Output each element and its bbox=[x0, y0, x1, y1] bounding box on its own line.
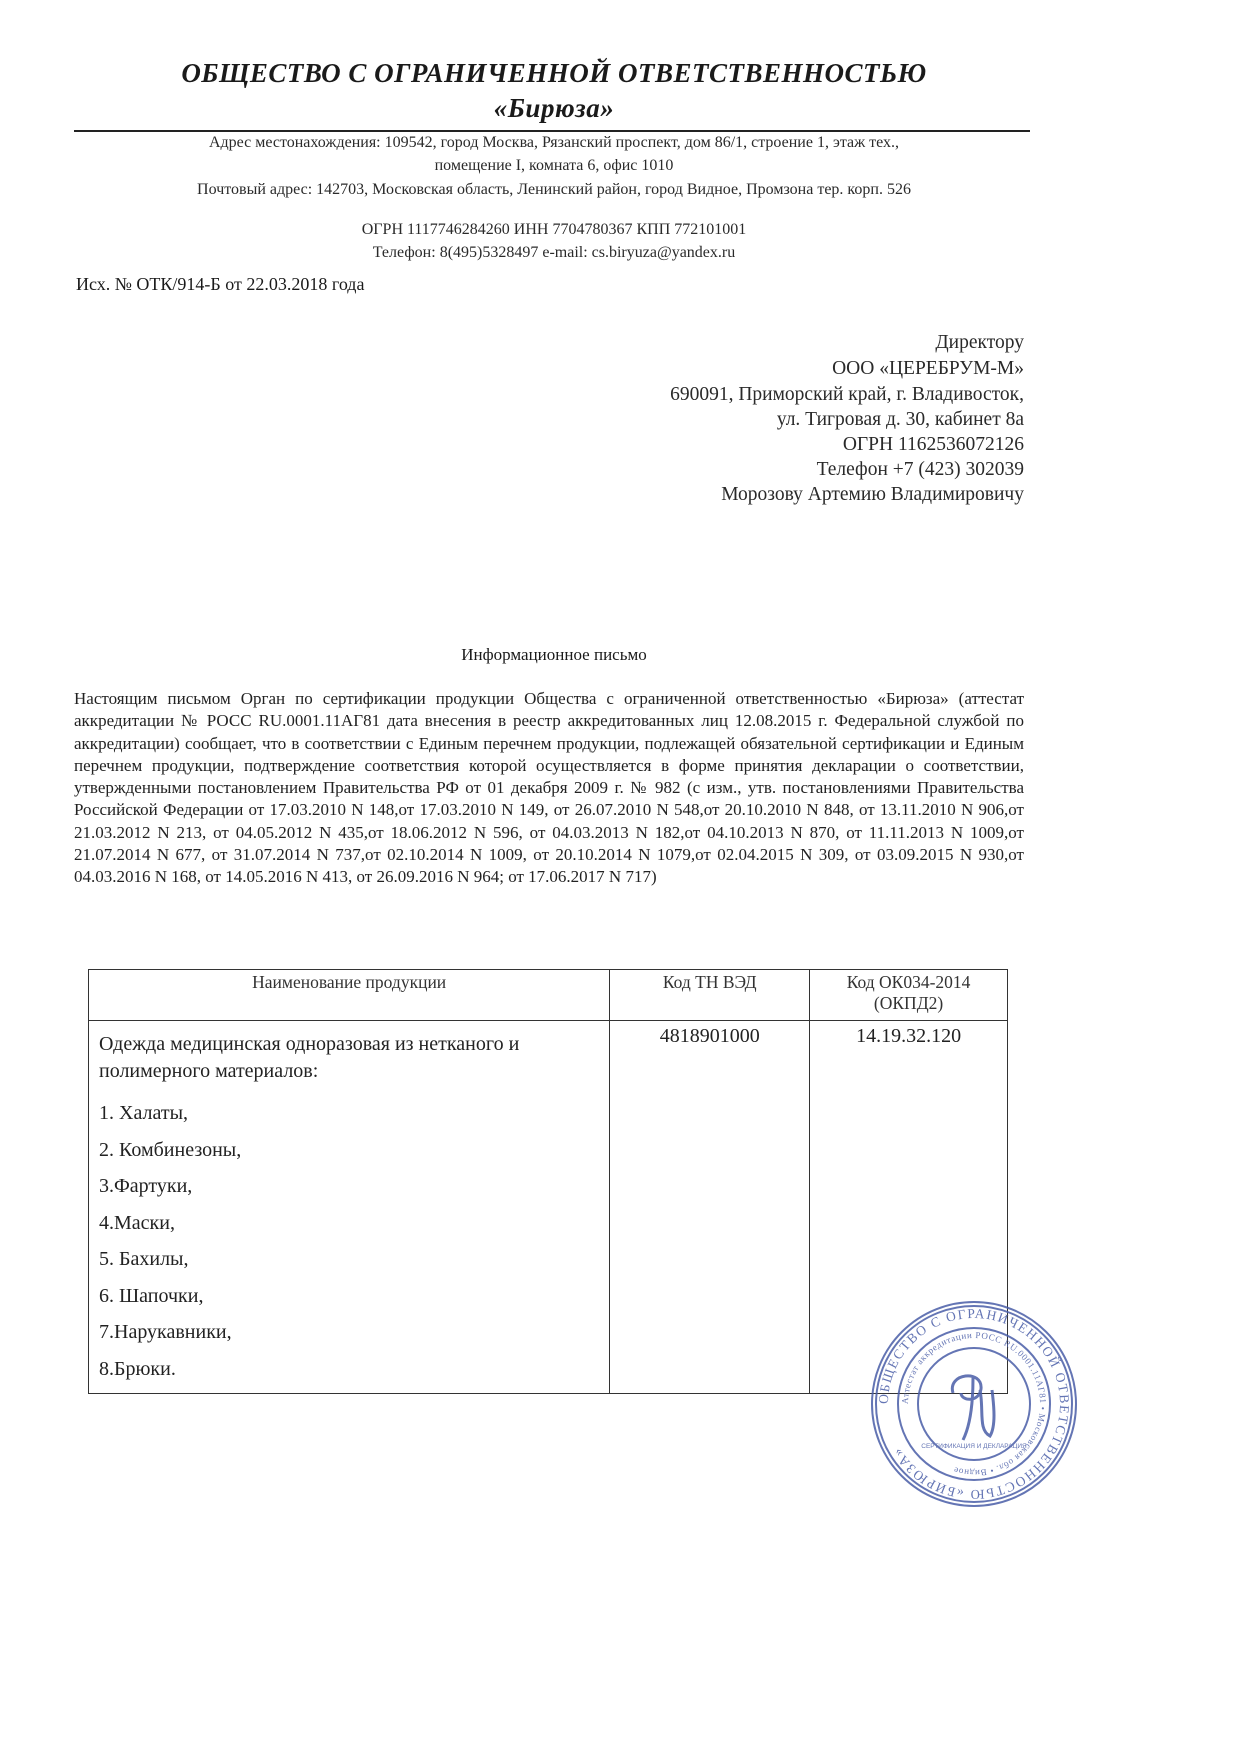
letterhead-address-line1: Адрес местонахождения: 109542, город Москва, Рязанский проспект, дом 86/1, строение 1, этаж тех., bbox=[208, 134, 900, 151]
header-product-name: Наименование продукции bbox=[89, 970, 610, 1021]
letterhead-contacts: Телефон: 8(495)5328497 e-mail: cs.biryuza@yandex.ru bbox=[372, 244, 736, 261]
letterhead-org-type: ОБЩЕСТВО С ОГРАНИЧЕННОЙ ОТВЕТСТВЕННОСТЬЮ bbox=[181, 58, 927, 88]
recipient-ogrn: ОГРН 1162536072126 bbox=[842, 434, 1024, 455]
letterhead-address-line2: помещение I, комната 6, офис 1010 bbox=[434, 157, 674, 174]
header-okpd2-code: Код ОК034-2014 (ОКПД2) bbox=[810, 970, 1008, 1021]
table-header-row bbox=[89, 970, 1008, 1021]
list-item: 6. Шапочки, bbox=[99, 1284, 204, 1307]
list-item: 2. Комбинезоны, bbox=[99, 1138, 242, 1161]
stamp-center-text: СЕРТИФИКАЦИЯ И ДЕКЛАРАЦИЯ bbox=[921, 1443, 1027, 1450]
stamp-inner-text: Аттестат аккредитации РОСС RU.0001.11АГ81 • Московская обл. • Видное bbox=[899, 1329, 1049, 1479]
outgoing-reference: Исх. № ОТК/914-Б от 22.03.2018 года bbox=[76, 274, 365, 294]
letterhead-registration: ОГРН 1117746284260 ИНН 7704780367 КПП 772101001 bbox=[361, 221, 747, 238]
recipient-address-line1: 690091, Приморский край, г. Владивосток, bbox=[670, 384, 1024, 405]
letterhead-divider bbox=[74, 130, 1030, 132]
recipient-name: Морозову Артемию Владимировичу bbox=[721, 484, 1024, 505]
stamp-outer-text: ОБЩЕСТВО С ОГРАНИЧЕННОЙ ОТВЕТСТВЕННОСТЬЮ «БИРЮЗА» bbox=[875, 1305, 1073, 1503]
recipient-company: ООО «ЦЕРЕБРУМ-М» bbox=[832, 358, 1024, 379]
list-item: 4.Маски, bbox=[99, 1211, 175, 1234]
tn-ved-code-cell: 4818901000 bbox=[610, 1021, 810, 1394]
list-item: 3.Фартуки, bbox=[99, 1175, 193, 1197]
letterhead-org-name: «Бирюза» bbox=[493, 93, 615, 123]
list-item: 7.Нарукавники, bbox=[99, 1321, 232, 1343]
header-tn-ved-code: Код ТН ВЭД bbox=[610, 970, 810, 1021]
recipient-address-line2: ул. Тигровая д. 30, кабинет 8а bbox=[776, 409, 1024, 430]
product-group-name: Одежда медицинская одноразовая из нетканого и полимерного материалов: bbox=[99, 1033, 520, 1082]
company-seal-stamp bbox=[868, 1298, 1080, 1510]
okpd2-code-cell: 14.19.32.120 bbox=[810, 1021, 1008, 1394]
letterhead-postal-address: Почтовый адрес: 142703, Московская область, Ленинский район, город Видное, Промзона тер. корп. 526 bbox=[197, 181, 911, 198]
list-item: 8.Брюки. bbox=[99, 1357, 176, 1380]
recipient-position: Директору bbox=[935, 332, 1024, 353]
list-item: 1. Халаты, bbox=[99, 1102, 189, 1124]
list-item: 5. Бахилы, bbox=[99, 1248, 189, 1270]
svg-text:Аттестат аккредитации РОСС RU. bbox=[900, 1330, 1048, 1478]
letter-body: Настоящим письмом Орган по сертификации продукции Общества с ограниченной ответственностью «Бирюза» (аттестат аккредитации № РОСС RU.0001.11АГ81 дата внесения в реестр аккредитованных лиц 12.08.2015 г. Федеральной службой по аккредитации) сообщает, что в соответствии с Единым перечнем продукции, подлежащей обязательной сертификации и Единым перечнем продукции, подтверждение соответствия которой осуществляется в форме принятия декларации о соответствии, утвержденными постановлением Правительства РФ от 01 декабря 2009 г. № 982 (с изм., утв. постановлениями Правительства Российской Федерации от 17.03.2010 N 148,от 17.03.2010 N 149, от 26.07.2010 N 548,от 20.10.2010 N 848, от 13.11.2010 N 906,от 21.03.2012 N 213, от 04.05.2012 N 435,от 18.06.2012 N 596, от 04.03.2013 N 182,от 04.10.2013 N 870, от 11.11.2013 N 1009,от 21.07.2014 N 677, от 31.07.2014 N 737,от 02.10.2014 N 1009, от 20.10.2014 N 1079,от 02.04.2015 N 309, от 03.09.2015 N 930,от 04.03.2016 N 168, от 14.05.2016 N 413, от 26.09.2016 N 964; от 17.06.2017 N 717) bbox=[74, 689, 1024, 887]
recipient-phone: Телефон +7 (423) 302039 bbox=[816, 459, 1024, 480]
letter-title: Информационное письмо bbox=[461, 645, 647, 664]
product-description-cell bbox=[89, 1021, 610, 1394]
